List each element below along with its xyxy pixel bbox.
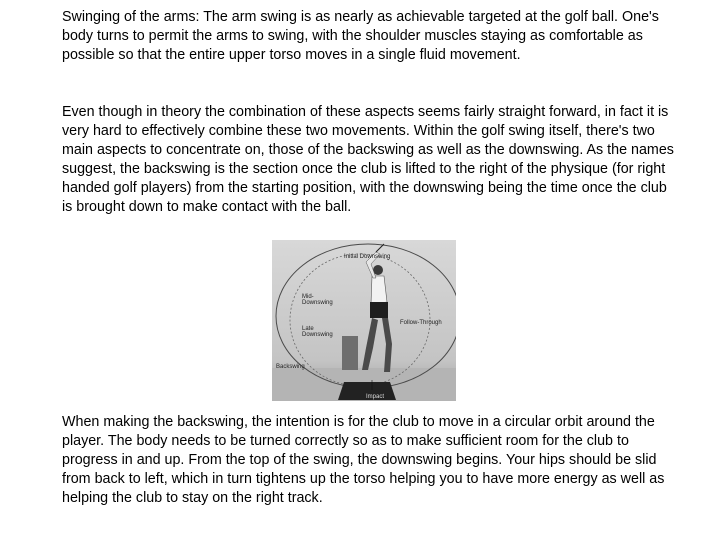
- label-backswing: Backswing: [276, 364, 305, 370]
- label-initial-downswing: Initial Downswing: [344, 254, 391, 260]
- label-late-downswing: Late Downswing: [302, 326, 333, 338]
- paragraph-backswing-downswing: Even though in theory the combination of these aspects seems fairly straight forward, in fact it is very hard to effectively combine these two movements. Within the golf swing itself, there's two main aspects to concentrate on, those of the backswing as well as the downswing. As the names suggest, the backswing is the section once the club is lifted to the right of the physique (for right handed golf players) from the starting position, with the downswing being the time once the club is brought down to make contact with the ball.: [62, 104, 674, 215]
- golf-swing-diagram: [272, 240, 456, 401]
- stand-box: [342, 336, 358, 370]
- paragraph-arm-swing: Swinging of the arms: The arm swing is as nearly as achievable targeted at the golf ball. One's body turns to permit the arms to swing, with the shoulder muscles staying as comfortable as possible so that the entire upper torso moves in a single fluid movement.: [62, 9, 659, 63]
- label-impact: Impact: [366, 394, 385, 400]
- paragraph-backswing-technique: When making the backswing, the intention is for the club to move in a circular orbit around the player. The body needs to be turned correctly so as to make sufficient room for the club to progress in and up. From the top of the swing, the downswing begins. Your hips should be slid from back to left, which in turn tightens up the torso helping you to have more energy as well as helping the club to stay on the right track.: [62, 414, 665, 506]
- label-mid-downswing: Mid- Downswing: [302, 294, 333, 306]
- label-follow-through: Follow-Through: [400, 320, 442, 326]
